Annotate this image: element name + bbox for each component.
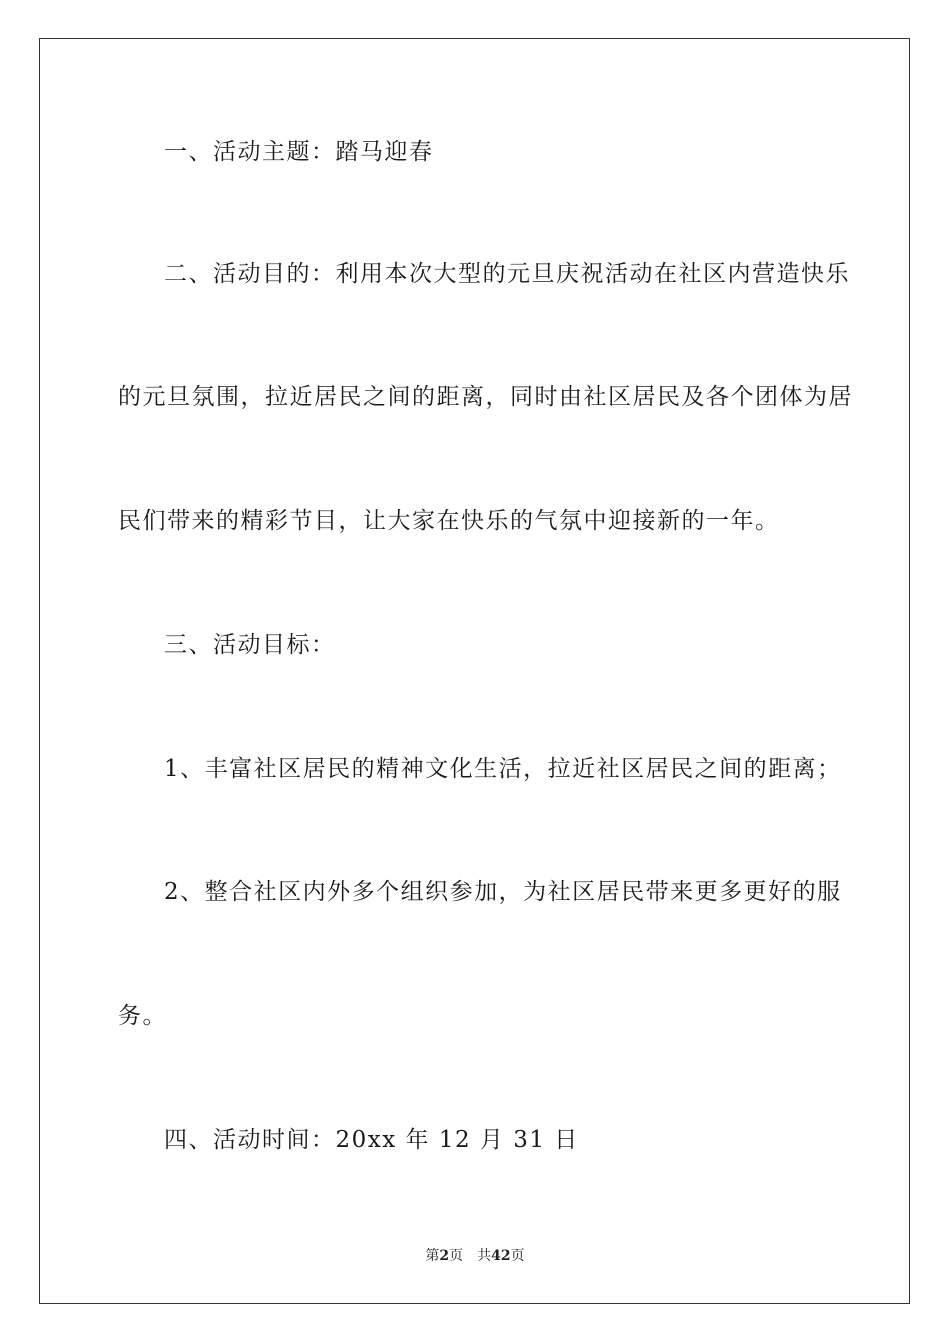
page-border — [39, 38, 910, 1304]
page-footer — [0, 1246, 950, 1266]
section-2-purpose-line-2: 的元旦氛围，拉近居民之间的距离，同时由社区居民及各个团体为居 — [118, 384, 853, 410]
goal-item-1: 1、丰富社区居民的精神文化生活，拉近社区居民之间的距离； — [164, 756, 842, 782]
page-total-prefix: 共 — [477, 1248, 492, 1264]
section-2-purpose-line-1: 二、活动目的：利用本次大型的元旦庆祝活动在社区内营造快乐 — [164, 261, 850, 287]
section-2-purpose-line-3: 民们带来的精彩节目，让大家在快乐的气氛中迎接新的一年。 — [118, 508, 780, 534]
page-total-suffix: 页 — [510, 1248, 525, 1264]
section-4-time: 四、活动时间：20xx 年 12 月 31 日 — [164, 1127, 579, 1153]
page-number-current: 2 — [439, 1248, 450, 1264]
section-3-goals-heading: 三、活动目标： — [164, 632, 336, 658]
page-total-count: 42 — [491, 1248, 511, 1264]
section-1-theme: 一、活动主题：踏马迎春 — [164, 139, 434, 165]
page-number-prefix: 第 — [425, 1248, 440, 1264]
page-number-suffix: 页 — [449, 1248, 464, 1264]
goal-item-2-line-1: 2、整合社区内外多个组织参加，为社区居民带来更多更好的服 — [164, 879, 842, 905]
goal-item-2-line-2: 务。 — [118, 1003, 167, 1029]
